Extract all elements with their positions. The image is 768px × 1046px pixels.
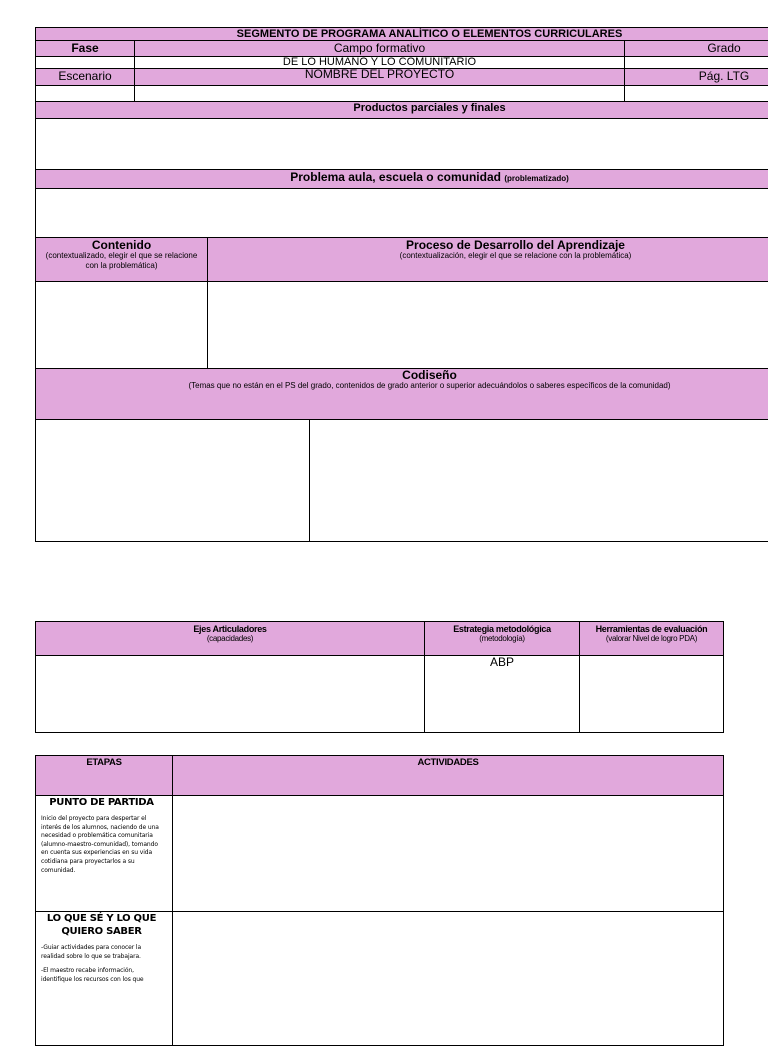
grado-value[interactable] bbox=[625, 57, 768, 69]
punto-de-partida-actividades[interactable] bbox=[173, 796, 724, 912]
escenario-header: Escenario bbox=[36, 69, 135, 86]
problema-label: Problema aula, escuela o comunidad bbox=[290, 170, 501, 184]
fase-header: Fase bbox=[36, 41, 135, 57]
codiseno-left-value[interactable] bbox=[36, 420, 310, 542]
estrategia-value[interactable]: ABP bbox=[425, 656, 580, 733]
lo-que-se-desc-2: -El maestro recabe información, identifique los recursos con los que bbox=[41, 967, 162, 984]
ejes-label: Ejes Articuladores bbox=[193, 624, 266, 634]
nombre-proyecto-header: NOMBRE DEL PROYECTO bbox=[135, 69, 625, 86]
codiseno-label: Codiseño bbox=[402, 368, 457, 382]
estrategia-label: Estrategia metodológica bbox=[453, 624, 551, 634]
grado-header: Grado bbox=[625, 41, 768, 57]
pag-ltg-header: Pág. LTG bbox=[625, 69, 768, 86]
escenario-value[interactable] bbox=[36, 86, 135, 102]
estrategia-header bbox=[425, 622, 580, 656]
estrategia-note: (metodología) bbox=[425, 634, 579, 644]
ejes-articuladores-table bbox=[35, 621, 724, 733]
pda-note: (contextualización, elegir el que se relacione con la problemática) bbox=[208, 251, 768, 261]
lo-que-se-cell bbox=[36, 912, 173, 1046]
codiseno-note: (Temas que no están en el PS del grado, contenidos de grado anterior o superior adecuándolos o saberes específicos de la comunidad) bbox=[36, 381, 768, 391]
productos-value[interactable] bbox=[36, 119, 768, 170]
problema-value[interactable] bbox=[36, 189, 768, 238]
ejes-header bbox=[36, 622, 425, 656]
etapas-header: ETAPAS bbox=[36, 756, 173, 796]
ejes-note: (capacidades) bbox=[36, 634, 424, 644]
pda-header bbox=[208, 238, 768, 282]
herramientas-value[interactable] bbox=[580, 656, 724, 733]
codiseno-header bbox=[36, 369, 768, 420]
nombre-proyecto-value[interactable] bbox=[135, 86, 625, 102]
pag-ltg-value[interactable] bbox=[625, 86, 768, 102]
lo-que-se-title: LO QUE SÉ Y LO QUE QUIERO SABER bbox=[41, 912, 162, 938]
lo-que-se-desc-1: -Guiar actividades para conocer la realidad sobre lo que se trabajara. bbox=[41, 944, 162, 961]
contenido-value[interactable] bbox=[36, 282, 208, 369]
herramientas-note: (valorar Nivel de logro PDA) bbox=[580, 634, 723, 644]
pda-label: Proceso de Desarrollo del Aprendizaje bbox=[406, 238, 625, 252]
ejes-value[interactable] bbox=[36, 656, 425, 733]
campo-formativo-header: Campo formativo bbox=[135, 41, 625, 57]
contenido-note: (contextualizado, elegir el que se relacione con la problemática) bbox=[36, 251, 207, 271]
productos-header: Productos parciales y finales bbox=[36, 102, 768, 119]
codiseno-right-value[interactable] bbox=[310, 420, 768, 542]
table-title: SEGMENTO DE PROGRAMA ANALÍTICO O ELEMENTOS CURRICULARES bbox=[36, 28, 768, 41]
fase-value[interactable] bbox=[36, 57, 135, 69]
herramientas-label: Herramientas de evaluación bbox=[596, 624, 708, 634]
problema-header bbox=[36, 170, 768, 189]
herramientas-header bbox=[580, 622, 724, 656]
punto-de-partida-desc: Inicio del proyecto para despertar el interés de los alumnos, naciendo de una necesidad o problemática comunitaria (alumno-maestro-comunidad), tomando en cuenta sus experiencias en su vida cotidiana para proyectarlos a su comunidad. bbox=[41, 815, 162, 875]
pda-value[interactable] bbox=[208, 282, 768, 369]
actividades-header: ACTIVIDADES bbox=[173, 756, 724, 796]
etapas-table bbox=[35, 755, 724, 1046]
contenido-header bbox=[36, 238, 208, 282]
lo-que-se-actividades[interactable] bbox=[173, 912, 724, 1046]
punto-de-partida-cell bbox=[36, 796, 173, 912]
programa-analitico-table bbox=[35, 27, 768, 542]
contenido-label: Contenido bbox=[92, 238, 151, 252]
punto-de-partida-title: PUNTO DE PARTIDA bbox=[41, 796, 162, 809]
campo-formativo-value[interactable]: DE LO HUMANO Y LO COMUNITARIO bbox=[135, 57, 625, 69]
problema-note: (problematizado) bbox=[504, 174, 568, 183]
